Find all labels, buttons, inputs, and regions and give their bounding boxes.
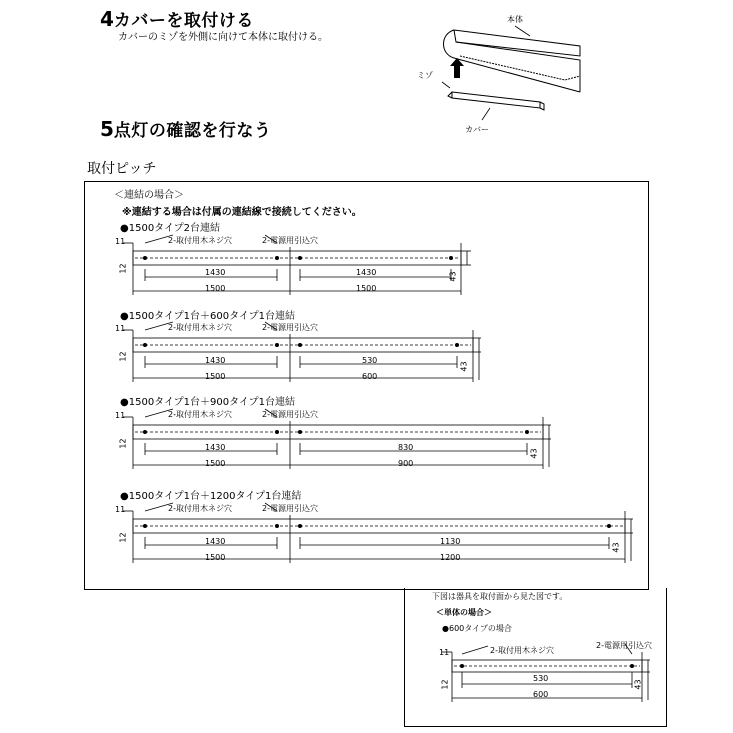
section4-left-inner: 1430 [205,537,226,546]
section4-screw-label: 2-取付用木ネジ穴 [168,504,232,513]
section1-right-outer: 1500 [356,284,377,293]
section2-screw-label: 2-取付用木ネジ穴 [168,323,232,332]
section4-dim-height: 43 [611,542,621,553]
step5-heading [100,116,271,141]
section2-dim-top: 11 [115,324,126,333]
section3-cable-label: 2-電源用引込穴 [262,410,318,419]
section2-cable-label: 2-電源用引込穴 [262,323,318,332]
section4-left-outer: 1500 [205,553,226,562]
step5-title: 点灯の確認を行なう [113,121,272,141]
section3-left-outer: 1500 [205,459,226,468]
section4-right-inner: 1130 [440,537,461,546]
section2-dim-side: 12 [118,351,128,362]
step4-description: カバーのミゾを外側に向けて本体に取付ける。 [118,32,328,43]
single-dim-top: 11 [439,648,450,657]
section2-title: ●1500タイプ1台＋600タイプ1台連結 [120,311,295,322]
section1-right-inner: 1430 [356,268,377,277]
connected-heading: ＜連結の場合＞ [114,190,184,201]
section2-right-inner: 530 [362,356,378,365]
label-body: 本体 [507,15,523,24]
single-heading: ＜単体の場合＞ [436,608,492,617]
section2-left-outer: 1500 [205,372,226,381]
section1-left-inner: 1430 [205,268,226,277]
cover-install-figure [420,8,590,128]
section3-screw-label: 2-取付用木ネジ穴 [168,410,232,419]
section3-dim-height: 43 [529,448,539,459]
single-inner: 530 [533,674,549,683]
section1-dim-height: 43 [448,271,458,282]
section1-title: ●1500タイプ2台連結 [120,223,221,234]
section1-screw-label: 2-取付用木ネジ穴 [168,236,232,245]
single-dim-height: 43 [633,679,643,690]
section4-title: ●1500タイプ1台＋1200タイプ1台連結 [120,491,302,502]
single-note: 下図は器具を取付面から見た図です。 [432,592,568,601]
label-cover: カバー [465,125,489,134]
section4-dim-top: 11 [115,505,126,514]
section3-title: ●1500タイプ1台＋900タイプ1台連結 [120,397,295,408]
section2-left-inner: 1430 [205,356,226,365]
section3-left-inner: 1430 [205,443,226,452]
single-screw-label: 2-取付用木ネジ穴 [490,646,554,655]
section2-right-outer: 600 [362,372,378,381]
section4-dim-side: 12 [118,532,128,543]
section1-cable-label: 2-電源用引込穴 [262,236,318,245]
connected-note: ※連結する場合は付属の連結線で接続してください。 [122,207,362,218]
label-groove: ミゾ [417,71,433,80]
section3-right-inner: 830 [398,443,414,452]
step4-number: 4 [100,7,114,31]
section4-cable-label: 2-電源用引込穴 [262,504,318,513]
section3-dim-top: 11 [115,411,126,420]
section2-dim-height: 43 [459,361,469,372]
section3-dim-side: 12 [118,438,128,449]
pitch-title: 取付ピッチ [87,161,157,177]
section3-right-outer: 900 [398,459,414,468]
single-outer: 600 [533,690,549,699]
section1-dim-top: 11 [115,237,126,246]
section4-right-outer: 1200 [440,553,461,562]
step4-title: カバーを取付ける [113,11,254,31]
single-cable-label: 2-電源用引込穴 [596,641,652,650]
step5-number: 5 [100,117,114,141]
single-dim-side: 12 [440,679,450,690]
section1-left-outer: 1500 [205,284,226,293]
single-title: ●600タイプの場合 [442,624,512,633]
section1-dim-side: 12 [118,263,128,274]
